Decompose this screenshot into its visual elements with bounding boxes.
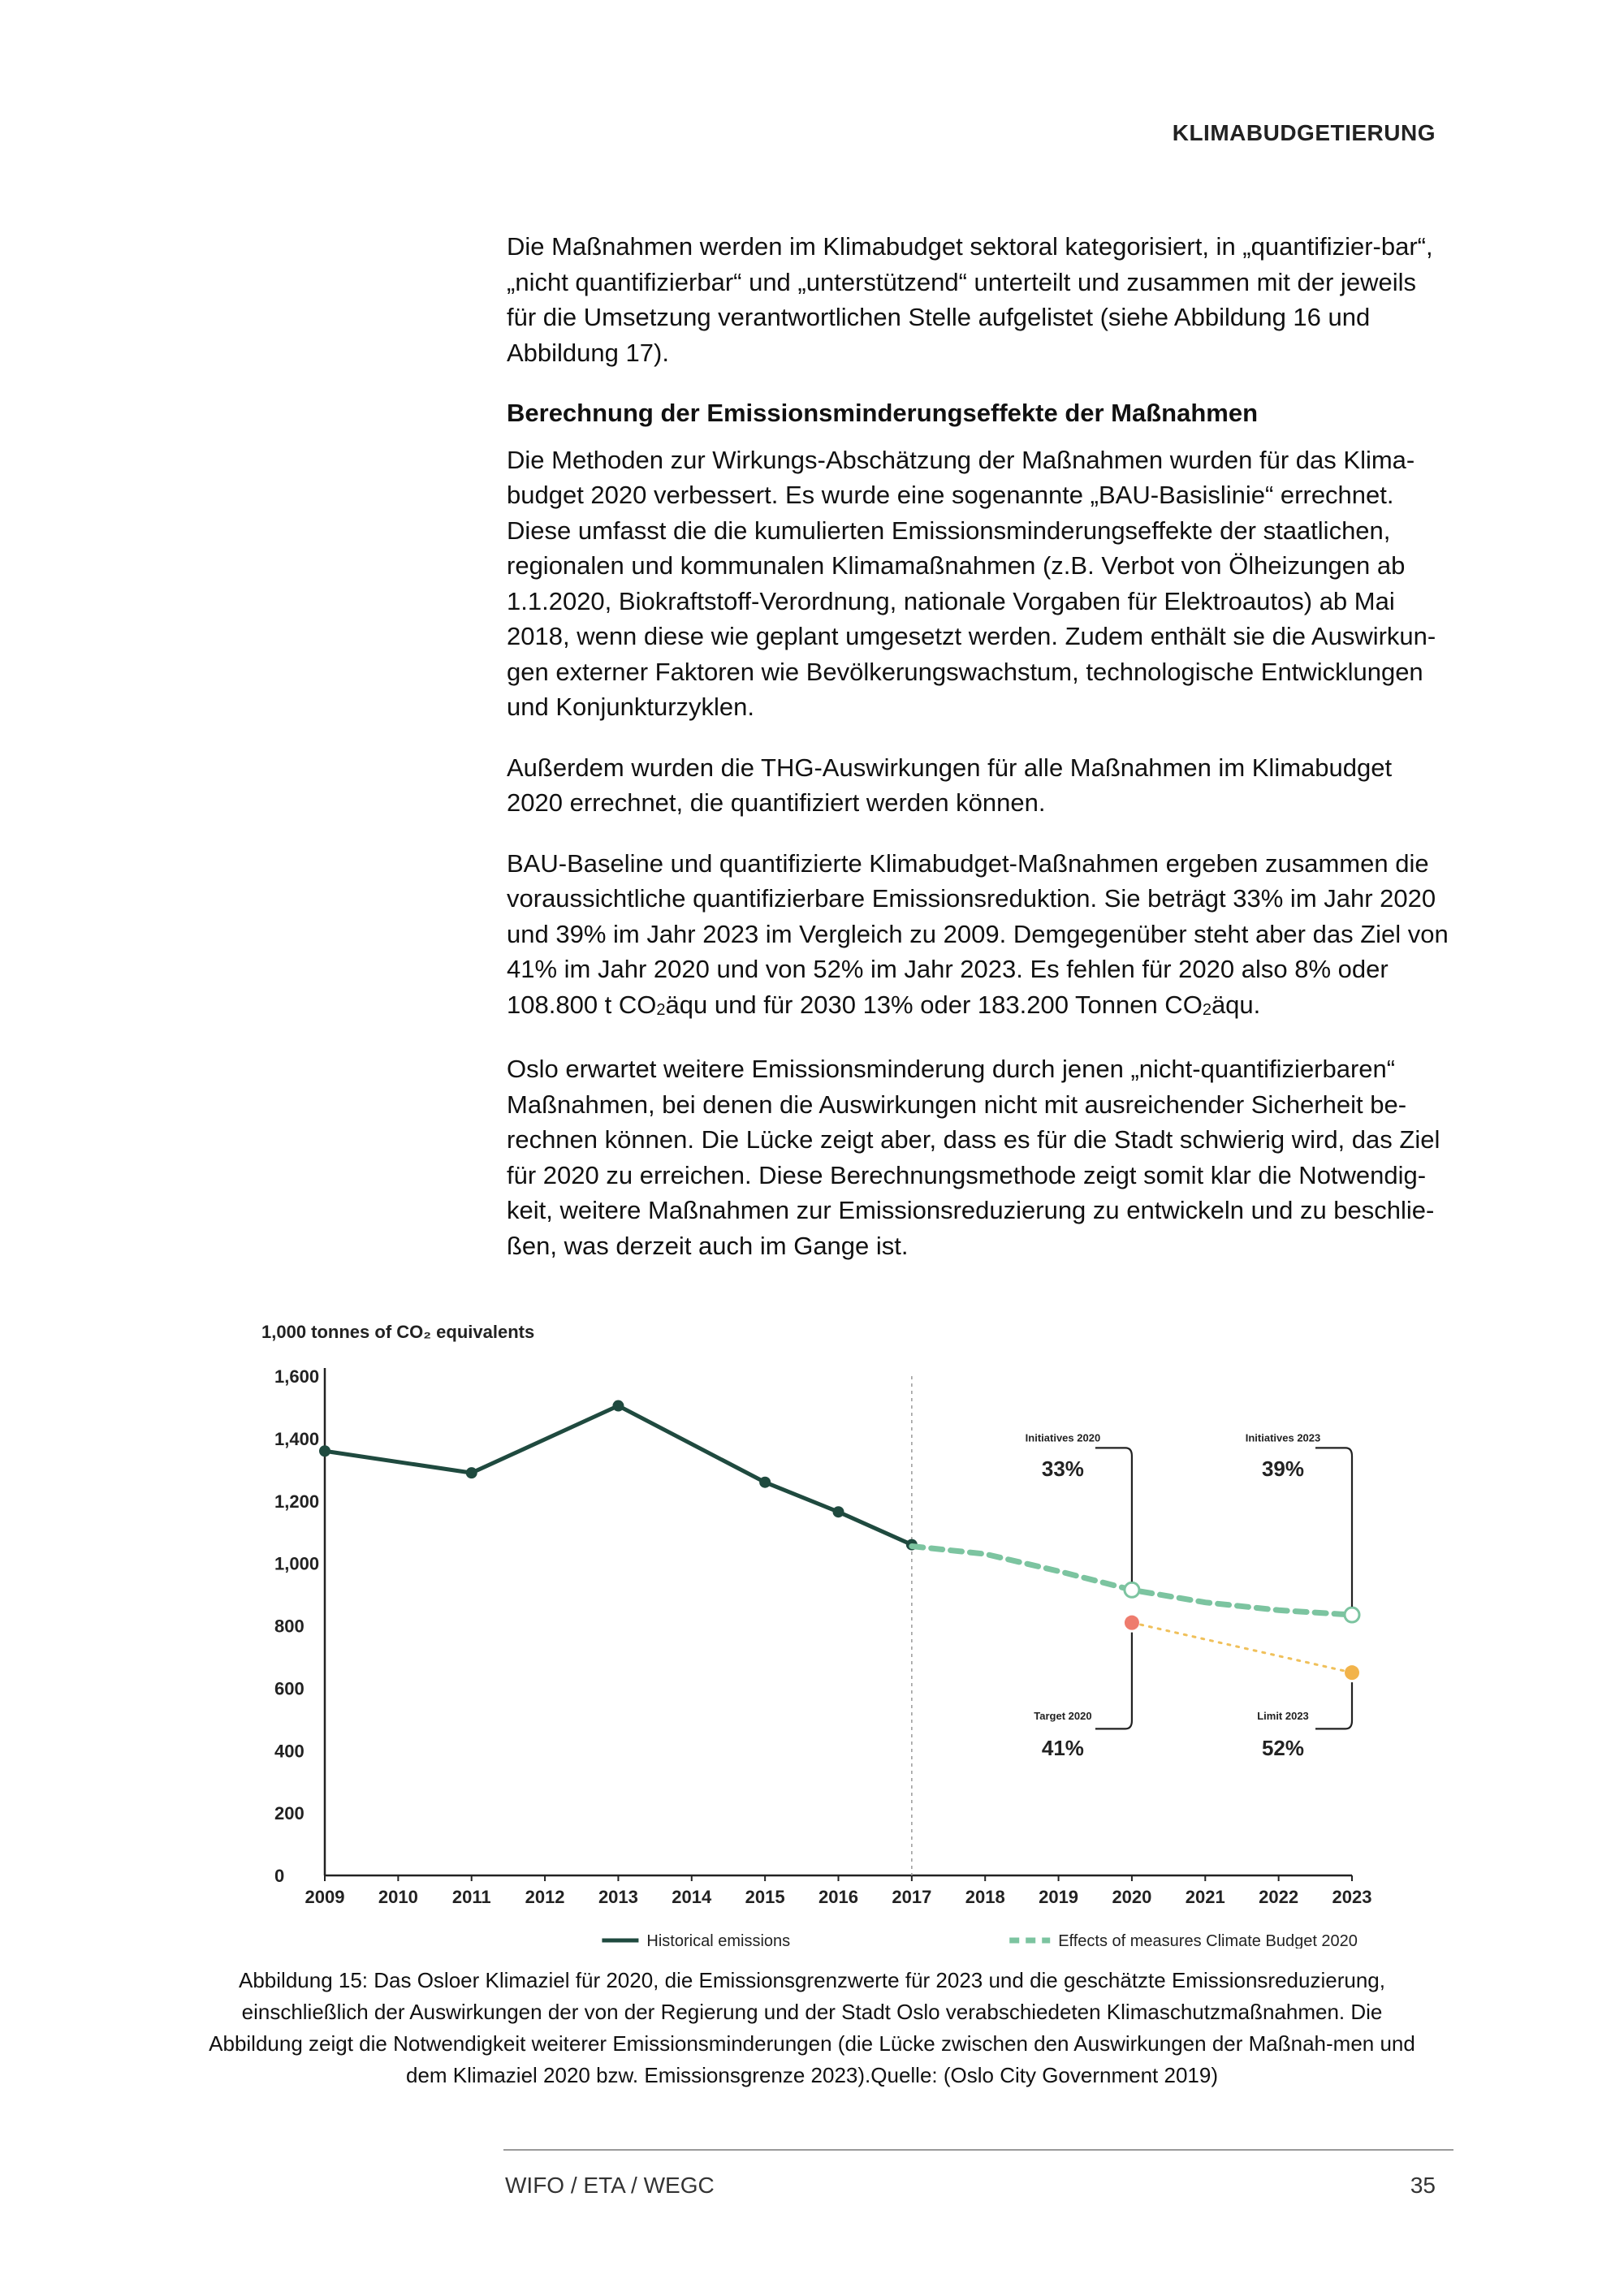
page-number: 35 xyxy=(1410,2173,1436,2198)
x-tick-label: 2020 xyxy=(1112,1887,1152,1907)
paragraph-4 xyxy=(507,846,1449,1027)
x-tick-label: 2011 xyxy=(451,1887,491,1907)
historical-point xyxy=(466,1467,477,1478)
running-head: KLIMABUDGETIERUNG xyxy=(1172,120,1436,145)
y-tick-label: 600 xyxy=(274,1678,304,1699)
historical-point xyxy=(759,1477,771,1488)
series-line-0 xyxy=(325,1406,912,1545)
legend-label-effects: Effects of measures Climate Budget 2020 xyxy=(1058,1932,1358,1949)
annotation-bracket xyxy=(1315,1682,1352,1728)
x-tick-label: 2015 xyxy=(745,1887,785,1907)
y-axis-title: 1,000 tonnes of CO₂ equivalents xyxy=(261,1322,535,1342)
paragraph-2: Die Methoden zur Wirkungs-Abschätzung der Maßnahmen wurden für das Klima-budget 2020 verbessert. Es wurde eine sogenannte „BAU-Basislinie“ errechnet. Diese umfasst die die kumulierten Emissionsminderungseffekte der staatlichen, regionalen und kommunalen Klimamaßnahmen (z.B. Verbot von Ölheizungen ab 1.1.2020, Biokraftstoff-Verordnung, nationale Vorgaben für Elektroautos) ab Mai 2018, wenn diese wie geplant umgesetzt werden. Zudem enthält sie die Auswirkun-gen externer Faktoren wie Bevölkerungswachstum, technologische Entwicklungen und Konjunkturzyklen. xyxy=(507,445,1436,721)
x-tick-label: 2021 xyxy=(1185,1887,1225,1907)
y-tick-label: 0 xyxy=(274,1866,285,1886)
series-line-2 xyxy=(1132,1623,1352,1673)
body-text xyxy=(507,229,1449,1288)
x-tick-label: 2013 xyxy=(598,1887,638,1907)
chart-svg xyxy=(211,1315,1413,1949)
y-tick-label: 1,400 xyxy=(274,1428,320,1449)
limit-2023-marker xyxy=(1345,1665,1359,1680)
paragraph-4-part-a: BAU-Baseline und quantifizierte Klimabudget-Maßnahmen ergeben zusammen die voraussichtliche quantifizierbare Emissionsreduktion. Sie beträgt 33% im Jahr 2020 und 39% im Jahr 2023 im Vergleich zu 2009. Demgegenüber steht aber das Ziel von 41% im Jahr 2020 und von 52% im Jahr 2023. Es fehlen für 2020 also 8% oder 108.800 t CO xyxy=(507,848,1449,1019)
x-tick-label: 2019 xyxy=(1039,1887,1079,1907)
footer-divider xyxy=(503,2149,1453,2151)
x-tick-label: 2010 xyxy=(378,1887,418,1907)
paragraph-4-part-c: äqu. xyxy=(1211,990,1261,1019)
y-tick-label: 400 xyxy=(274,1741,304,1762)
annotation-bracket xyxy=(1095,1633,1132,1729)
initiatives-2023-marker xyxy=(1345,1608,1359,1622)
paragraph-1: Die Maßnahmen werden im Klimabudget sektoral kategorisiert, in „quantifizier-bar“, „nicht quantifizierbar“ und „unterstützend“ unterteilt und zusammen mit der jeweils für die Umsetzung verantwortlichen Stelle aufgelistet (siehe Abbildung 16 und Abbildung 17). xyxy=(507,232,1433,367)
x-tick-label: 2018 xyxy=(965,1887,1005,1907)
annotation-value: 52% xyxy=(1261,1736,1305,1761)
annotation-bracket xyxy=(1095,1448,1132,1582)
footer-institutions: WIFO / ETA / WEGC xyxy=(505,2173,715,2198)
y-tick-label: 200 xyxy=(274,1803,304,1824)
legend-label-historical: Historical emissions xyxy=(646,1932,791,1949)
paragraph-4-part-b: äqu und für 2030 13% oder 183.200 Tonnen CO xyxy=(665,990,1203,1019)
annotation-bracket xyxy=(1315,1448,1352,1607)
x-tick-label: 2009 xyxy=(304,1887,345,1907)
subscript-2: 2 xyxy=(656,1000,666,1019)
annotation-label: Target 2020 xyxy=(1034,1709,1092,1722)
annotation-label: Limit 2023 xyxy=(1257,1709,1309,1722)
paragraph-5: Oslo erwartet weitere Emissionsminderung durch jenen „nicht-quantifizierbaren“ Maßnahmen, bei denen die Auswirkungen nicht mit ausreichender Sicherheit be-rechnen können. Die Lücke zeigt aber, dass es für die Stadt schwierig wird, das Ziel für 2020 zu erreichen. Diese Berechnungsmethode zeigt somit klar die Notwendig-keit, weitere Maßnahmen zur Emissionsreduzierung zu entwickeln und zu beschlie-ßen, was derzeit auch im Gange ist. xyxy=(507,1055,1440,1260)
subscript-2: 2 xyxy=(1202,1000,1212,1019)
annotation-value: 41% xyxy=(1041,1736,1084,1761)
y-tick-label: 1,200 xyxy=(274,1491,320,1512)
x-tick-label: 2014 xyxy=(672,1887,712,1907)
figure-caption: Abbildung 15: Das Osloer Klimaziel für 2020, die Emissionsgrenzwerte für 2023 und die geschätzte Emissionsreduzierung, einschließlich der Auswirkungen der von der Regierung und der Stadt Oslo verabschiedeten Klimaschutzmaßnahmen. Die Abbildung zeigt die Notwendigkeit weiterer Emissionsminderungen (die Lücke zwischen den Auswirkungen der Maßnah-men und dem Klimaziel 2020 bzw. Emissionsgrenze 2023).Quelle: (Oslo City Government 2019) xyxy=(209,1968,1415,2087)
initiatives-2020-marker xyxy=(1125,1582,1139,1597)
historical-point xyxy=(319,1445,330,1457)
y-tick-label: 1,000 xyxy=(274,1553,320,1574)
y-tick-label: 1,600 xyxy=(274,1366,320,1387)
x-tick-label: 2016 xyxy=(818,1887,858,1907)
paragraph-3: Außerdem wurden die THG-Auswirkungen für alle Maßnahmen im Klimabudget 2020 errechnet, die quantifiziert werden können. xyxy=(507,753,1393,817)
annotation-label: Initiatives 2020 xyxy=(1025,1431,1101,1444)
section-heading: Berechnung der Emissionsminderungseffekte der Maßnahmen xyxy=(507,399,1259,427)
x-tick-label: 2012 xyxy=(525,1887,565,1907)
historical-point xyxy=(612,1400,624,1412)
emissions-chart xyxy=(211,1315,1413,1949)
y-tick-label: 800 xyxy=(274,1616,304,1637)
x-tick-label: 2017 xyxy=(892,1887,932,1907)
x-tick-label: 2023 xyxy=(1332,1887,1372,1907)
annotation-value: 33% xyxy=(1041,1457,1084,1481)
target-2020-marker xyxy=(1125,1616,1139,1630)
x-tick-label: 2022 xyxy=(1259,1887,1299,1907)
historical-point xyxy=(833,1506,844,1517)
annotation-value: 39% xyxy=(1261,1457,1305,1481)
annotation-label: Initiatives 2023 xyxy=(1245,1431,1321,1444)
